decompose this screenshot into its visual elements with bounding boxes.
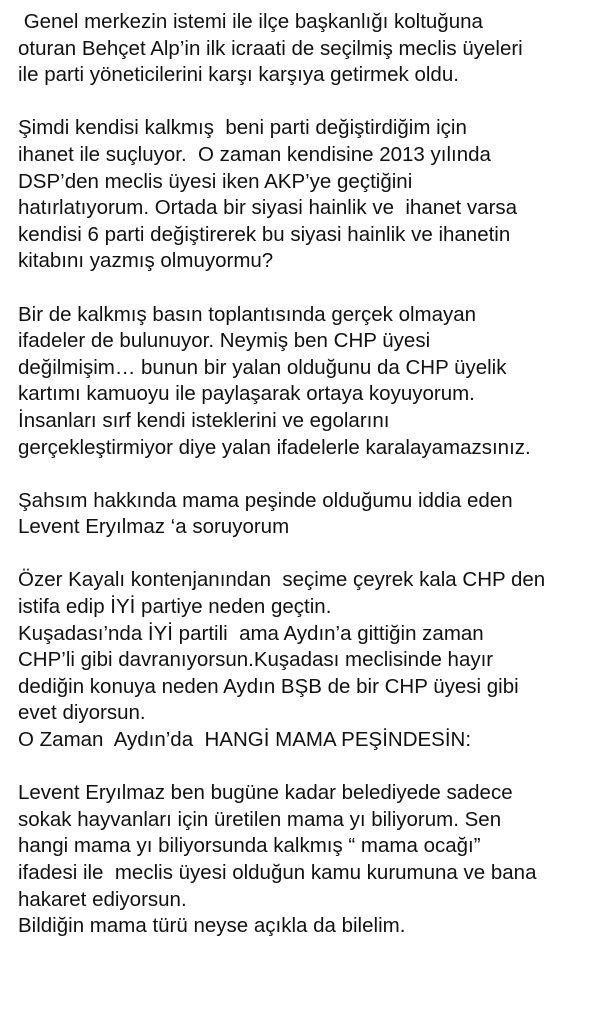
text-line: Bir de kalkmış basın toplantısında gerçek olmayan (18, 302, 477, 326)
document-text (18, 9, 598, 966)
text-line: hangi mama yı biliyorsunda kalkmış “ mama ocağı” (18, 834, 481, 858)
text-line: istifa edip İYİ partiye neden geçtin. (18, 595, 332, 619)
text-line: kartımı kamuoyu ile paylaşarak ortaya koyuyorum. (18, 382, 475, 406)
text-line: oturan Behçet Alp’in ilk icraati de seçilmiş meclis üyeleri (18, 36, 523, 60)
text-line: Kuşadası’nda İYİ partili ama Aydın’a gittiğin zaman (18, 621, 484, 645)
text-line: O Zaman Aydın’da HANGİ MAMA PEŞİNDESİN: (18, 728, 472, 752)
text-line: Şahsım hakkında mama peşinde olduğumu iddia eden (18, 488, 513, 512)
paragraph-2 (18, 115, 598, 275)
text-line: Levent Eryılmaz ben bugüne kadar belediyede sadece (18, 781, 513, 805)
text-line: CHP’li gibi davranıyorsun.Kuşadası meclisinde hayır (18, 648, 494, 672)
paragraph-5 (18, 567, 598, 753)
text-line: DSP’den meclis üyesi iken AKP’ye geçtiğini (18, 169, 413, 193)
text-line: Bildiğin mama türü neyse açıkla da bilelim. (18, 914, 406, 938)
paragraph-6 (18, 780, 598, 940)
text-line: gerçekleştirmiyor diye yalan ifadelerle karalayamazsınız. (18, 435, 531, 459)
paragraph-1 (18, 9, 598, 89)
text-line: Levent Eryılmaz ‘a soruyorum (18, 515, 290, 539)
text-line: hatırlatıyorum. Ortada bir siyasi hainlik ve ihanet varsa (18, 196, 518, 220)
text-line: sokak hayvanları için üretilen mama yı biliyorum. Sen (18, 807, 502, 831)
text-line: hakaret ediyorsun. (18, 887, 187, 911)
text-line: evet diyorsun. (18, 701, 146, 725)
text-line: ihanet ile suçluyor. O zaman kendisine 2013 yılında (18, 142, 491, 166)
text-line: dediğin konuya neden Aydın BŞB de bir CHP üyesi gibi (18, 674, 519, 698)
text-line: kendisi 6 parti değiştirerek bu siyasi hainlik ve ihanetin (18, 222, 511, 246)
text-line: İnsanları sırf kendi isteklerini ve egolarını (18, 408, 390, 432)
text-line: ile parti yöneticilerini karşı karşıya getirmek oldu. (18, 63, 459, 87)
text-line: değilmişim… bunun bir yalan olduğunu da CHP üyelik (18, 355, 507, 379)
paragraph-4 (18, 488, 598, 541)
text-line: Şimdi kendisi kalkmış beni parti değiştirdiğim için (18, 116, 467, 140)
text-line: ifadeler de bulunuyor. Neymiş ben CHP üyesi (18, 329, 431, 353)
text-line: kitabını yazmış olmuyormu? (18, 249, 274, 273)
paragraph-3 (18, 302, 598, 462)
text-line: Genel merkezin istemi ile ilçe başkanlığı koltuğuna (18, 10, 483, 33)
text-line: ifadesi ile meclis üyesi olduğun kamu kurumuna ve bana (18, 861, 537, 884)
text-line: Özer Kayalı kontenjanından seçime çeyrek kala CHP den (18, 568, 546, 592)
